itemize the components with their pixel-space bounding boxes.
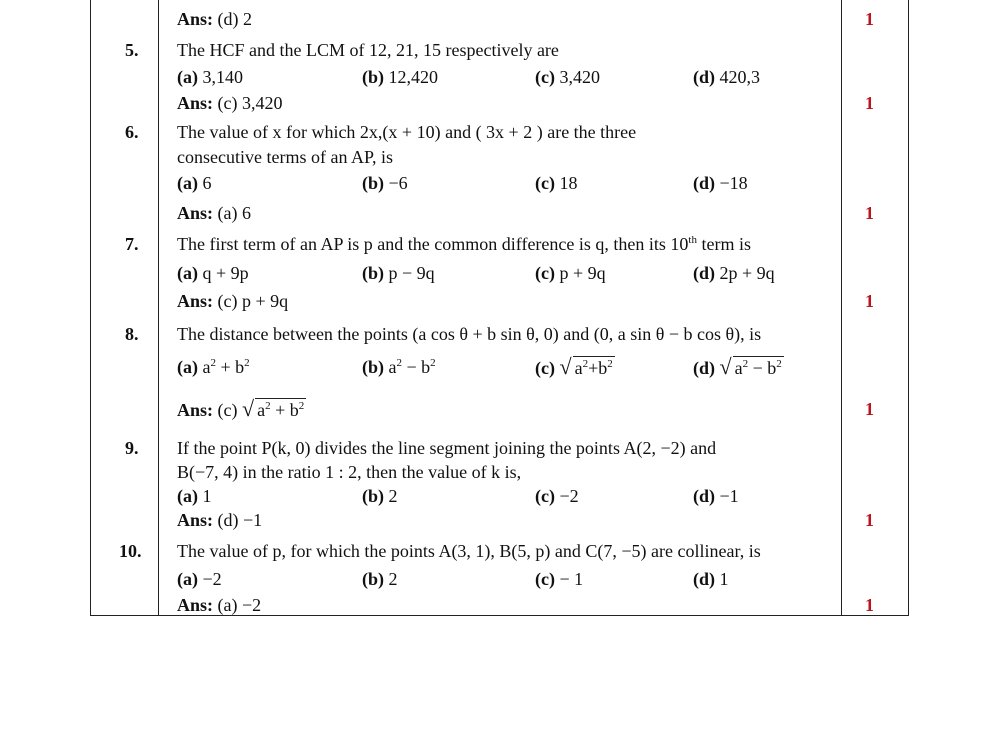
option-letter: (d): [693, 173, 715, 193]
option-text: 12,420: [384, 67, 438, 87]
marks-value: 1: [865, 595, 874, 615]
question-number: 6.: [125, 122, 139, 142]
answer-label: Ans:: [177, 595, 214, 615]
answer-label: Ans:: [177, 93, 214, 113]
question-number: 8.: [125, 324, 139, 344]
answer-line: [177, 290, 288, 312]
option-letter: (c): [535, 173, 555, 193]
answer-text: (c) 3,420: [217, 93, 283, 113]
option-text: −18: [715, 173, 748, 193]
column-divider-left: [158, 0, 159, 615]
option-b: [362, 568, 398, 590]
marks-value: 1: [865, 93, 874, 113]
option-text: 18: [554, 173, 578, 193]
question-text-cont: consecutive terms of an AP, is: [177, 147, 393, 167]
option-c: [535, 485, 579, 507]
option-text: 2: [384, 569, 398, 589]
answer-label: Ans:: [177, 400, 214, 420]
answer-line: Ans: (c) √ $a^2 + b^2$: [177, 396, 305, 421]
option-a: (a) $a^2 + b^2$: [177, 357, 250, 377]
option-letter: (a): [177, 67, 198, 87]
answer-label: Ans:: [177, 291, 214, 311]
option-text: 3,140: [198, 67, 243, 87]
option-text: p + 9q: [554, 263, 606, 283]
answer-text: (d) 2: [217, 9, 253, 29]
marks-value: 1: [865, 510, 874, 530]
square-root: √ $a^2 + b^2$: [242, 396, 305, 421]
question-number: 10.: [119, 541, 142, 561]
option-text: 420,3: [715, 67, 760, 87]
square-root: √ $a^2+b^2$: [559, 354, 613, 379]
option-letter: (c): [535, 263, 555, 283]
option-text: −2: [198, 569, 222, 589]
option-letter: (b): [362, 263, 384, 283]
option-text: 6: [198, 173, 212, 193]
question-text: The value of x for which 2x,(x + 10) and ( 3x + 2 ) are the three: [177, 122, 637, 142]
option-letter: (d): [693, 67, 715, 87]
option-letter: (d): [693, 569, 715, 589]
option-letter: (c): [535, 569, 555, 589]
question-text-cont: B(−7, 4) in the ratio 1 : 2, then the value of k is,: [177, 462, 522, 482]
option-letter: (a): [177, 486, 198, 506]
option-text: −1: [715, 486, 739, 506]
option-text: 2: [384, 486, 398, 506]
option-text: −2: [554, 486, 579, 506]
marks-value: 1: [865, 399, 874, 419]
answer-label: Ans:: [177, 203, 214, 223]
option-d: [693, 262, 775, 284]
option-a: [177, 485, 212, 507]
answer-line: [177, 509, 262, 531]
option-d: (d) √ $a^2 - b^2$: [693, 354, 782, 379]
option-letter: (c): [535, 486, 555, 506]
answer-line: [177, 92, 283, 114]
marks-value: 1: [865, 9, 874, 29]
option-c: (c) √ $a^2+b^2$: [535, 354, 613, 379]
option-text: −6: [384, 173, 408, 193]
option-letter: (a): [177, 263, 198, 283]
question-text: The value of p, for which the points A(3, 1), B(5, p) and C(7, −5) are collinear, is: [177, 541, 761, 561]
question-number: 5.: [125, 40, 139, 60]
option-letter: (d): [693, 486, 715, 506]
option-d: [693, 568, 729, 590]
square-root: √ $a^2 - b^2$: [719, 354, 782, 379]
option-letter: (b): [362, 173, 384, 193]
answer-label: Ans:: [177, 510, 214, 530]
option-text: 3,420: [554, 67, 600, 87]
option-c: [535, 262, 606, 284]
option-letter: (b): [362, 569, 384, 589]
answer-text: (a) 6: [217, 203, 251, 223]
option-a: [177, 568, 222, 590]
column-divider-right: [841, 0, 842, 615]
option-d: [693, 172, 748, 194]
option-text: q + 9p: [198, 263, 249, 283]
option-a: [177, 66, 243, 88]
answer-text: (c) p + 9q: [217, 291, 289, 311]
option-d: [693, 485, 739, 507]
question-number: 9.: [125, 438, 139, 458]
option-text: 1: [715, 569, 729, 589]
answer-label: Ans:: [177, 9, 214, 29]
answer-line-prev: [177, 8, 252, 30]
answer-text: (d) −1: [217, 510, 263, 530]
option-c: [535, 568, 583, 590]
option-b: [362, 485, 398, 507]
option-b: (b) $a^2 - b^2$: [362, 357, 436, 377]
option-b: [362, 172, 408, 194]
option-a: [177, 262, 249, 284]
answer-line: [177, 202, 251, 224]
answer-text: (a) −2: [217, 595, 262, 615]
option-text: p − 9q: [384, 263, 435, 283]
option-a: [177, 172, 212, 194]
option-text: − 1: [554, 569, 584, 589]
option-letter: (a): [177, 173, 198, 193]
option-c: [535, 66, 600, 88]
option-c: [535, 172, 577, 194]
question-text: The HCF and the LCM of 12, 21, 15 respectively are: [177, 40, 559, 60]
option-letter: (c): [535, 67, 555, 87]
answer-line: [177, 594, 261, 616]
option-letter: (b): [362, 486, 384, 506]
option-letter: (d): [693, 263, 715, 283]
option-b: [362, 66, 438, 88]
option-b: [362, 262, 435, 284]
question-text: The first term of an AP is p and the common difference is q, then its 10th term is: [177, 234, 751, 254]
question-text: The distance between the points (a cos θ + b sin θ, 0) and (0, a sin θ − b cos θ), is: [177, 324, 762, 344]
option-d: [693, 66, 760, 88]
option-letter: (b): [362, 67, 384, 87]
option-text: 1: [198, 486, 212, 506]
marks-value: 1: [865, 291, 874, 311]
option-text: 2p + 9q: [715, 263, 775, 283]
question-number: 7.: [125, 234, 139, 254]
option-letter: (a): [177, 569, 198, 589]
marks-value: 1: [865, 203, 874, 223]
question-text: If the point P(k, 0) divides the line segment joining the points A(2, −2) and: [177, 438, 717, 458]
